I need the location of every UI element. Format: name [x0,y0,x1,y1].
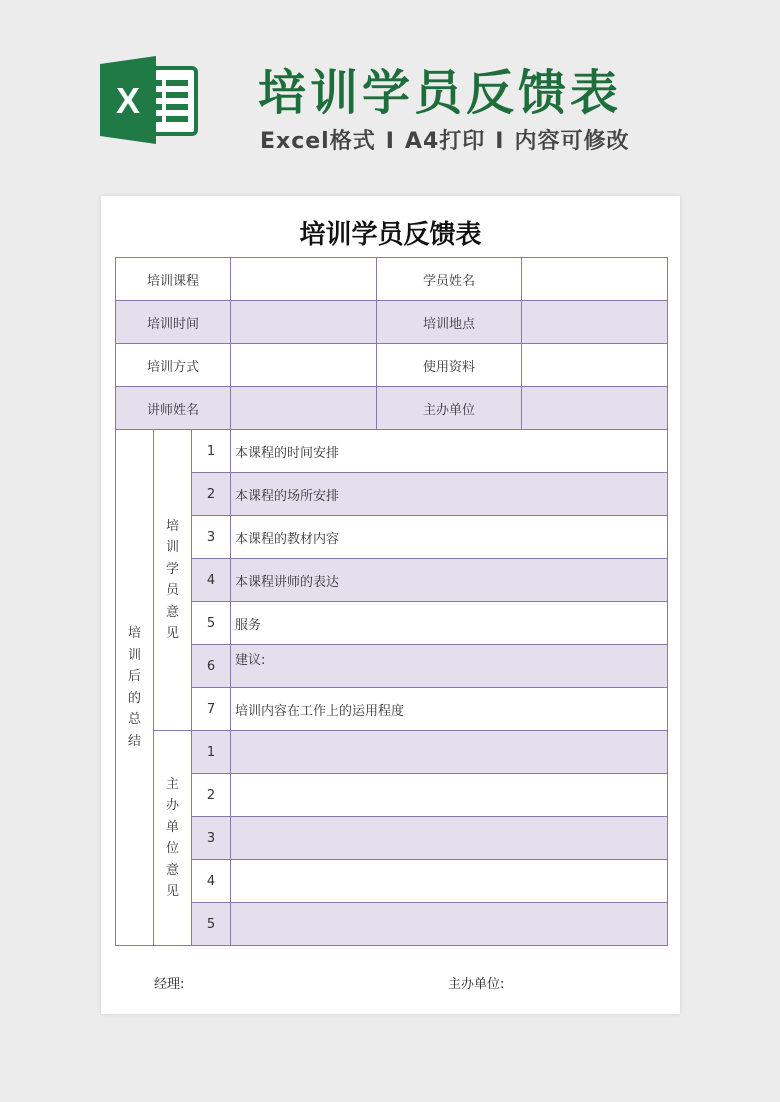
label-char: 主 [165,776,179,792]
organizer-feedback-row [116,731,668,774]
item-number: 1 [192,731,231,774]
trainee-feedback-row [116,645,668,688]
summary-label [116,430,154,946]
item-text[interactable]: 本课程的教材内容 [231,516,668,559]
field-value[interactable] [231,344,377,387]
item-number: 7 [192,688,231,731]
label-char: 训 [127,647,141,663]
trainee-feedback-row [116,516,668,559]
feedback-table [115,257,668,946]
label-char: 结 [127,733,141,749]
organizer-signature-label: 主办单位: [448,977,505,992]
field-label: 培训地点 [377,301,522,344]
separator: I [495,129,505,154]
format-tag: Excel格式 [260,129,376,154]
trainee-opinion-label [154,430,192,731]
separator: I [385,129,395,154]
trainee-feedback-row [116,430,668,473]
item-text[interactable]: 培训内容在工作上的运用程度 [231,688,668,731]
field-value[interactable] [522,344,668,387]
item-number: 6 [192,645,231,688]
organizer-feedback-row [116,903,668,946]
label-char: 员 [165,583,179,598]
label-char: 总 [127,712,141,727]
info-row [116,258,668,301]
svg-text:X: X [115,80,141,121]
item-number: 5 [192,903,231,946]
manager-signature-label: 经理: [154,977,185,992]
label-char: 意 [165,604,179,620]
item-text[interactable]: 服务 [231,602,668,645]
item-text[interactable] [231,731,668,774]
label-char: 培 [127,626,141,641]
label-char: 位 [165,841,179,856]
item-text[interactable]: 本课程讲师的表达 [231,559,668,602]
item-number: 5 [192,602,231,645]
item-number: 4 [192,559,231,602]
organizer-opinion-label [154,731,192,946]
field-label: 学员姓名 [377,258,522,301]
form-sheet [101,196,680,1014]
label-char: 办 [165,798,179,813]
paper-tag: A4打印 [404,129,486,154]
trainee-feedback-row [116,473,668,516]
excel-icon [100,56,200,144]
field-label: 培训方式 [116,344,231,387]
item-text[interactable] [231,817,668,860]
editable-tag: 内容可修改 [514,129,630,154]
item-number: 3 [192,817,231,860]
trainee-feedback-row [116,688,668,731]
field-value[interactable] [522,301,668,344]
label-char: 的 [127,690,141,706]
field-value[interactable] [522,387,668,430]
field-label: 讲师姓名 [116,387,231,430]
label-char: 后 [127,669,141,684]
field-label: 培训时间 [116,301,231,344]
banner [0,0,780,190]
trainee-feedback-row [116,559,668,602]
field-value[interactable] [231,301,377,344]
banner-subtitle [260,124,629,155]
label-char: 训 [165,540,179,555]
item-number: 4 [192,860,231,903]
item-text[interactable] [231,903,668,946]
organizer-feedback-row [116,817,668,860]
item-text[interactable] [231,860,668,903]
field-value[interactable] [231,387,377,430]
field-label: 培训课程 [116,258,231,301]
trainee-feedback-row [116,602,668,645]
label-char: 见 [165,626,179,641]
item-number: 2 [192,473,231,516]
field-label: 主办单位 [377,387,522,430]
item-number: 2 [192,774,231,817]
label-char: 见 [165,884,179,899]
document-title: 培训学员反馈表 [299,220,482,250]
item-text[interactable]: 本课程的场所安排 [231,473,668,516]
item-number: 1 [192,430,231,473]
item-number: 3 [192,516,231,559]
field-value[interactable] [522,258,668,301]
item-text[interactable]: 本课程的时间安排 [231,430,668,473]
info-row [116,344,668,387]
label-char: 意 [165,862,179,878]
label-char: 单 [165,819,179,835]
banner-title: 培训学员反馈表 [258,65,623,121]
item-text[interactable] [231,774,668,817]
info-row [116,387,668,430]
info-row [116,301,668,344]
organizer-feedback-row [116,774,668,817]
field-label: 使用资料 [377,344,522,387]
label-char: 学 [165,561,179,577]
field-value[interactable] [231,258,377,301]
organizer-feedback-row [116,860,668,903]
label-char: 培 [165,518,179,534]
item-text[interactable]: 建议: [231,645,668,688]
